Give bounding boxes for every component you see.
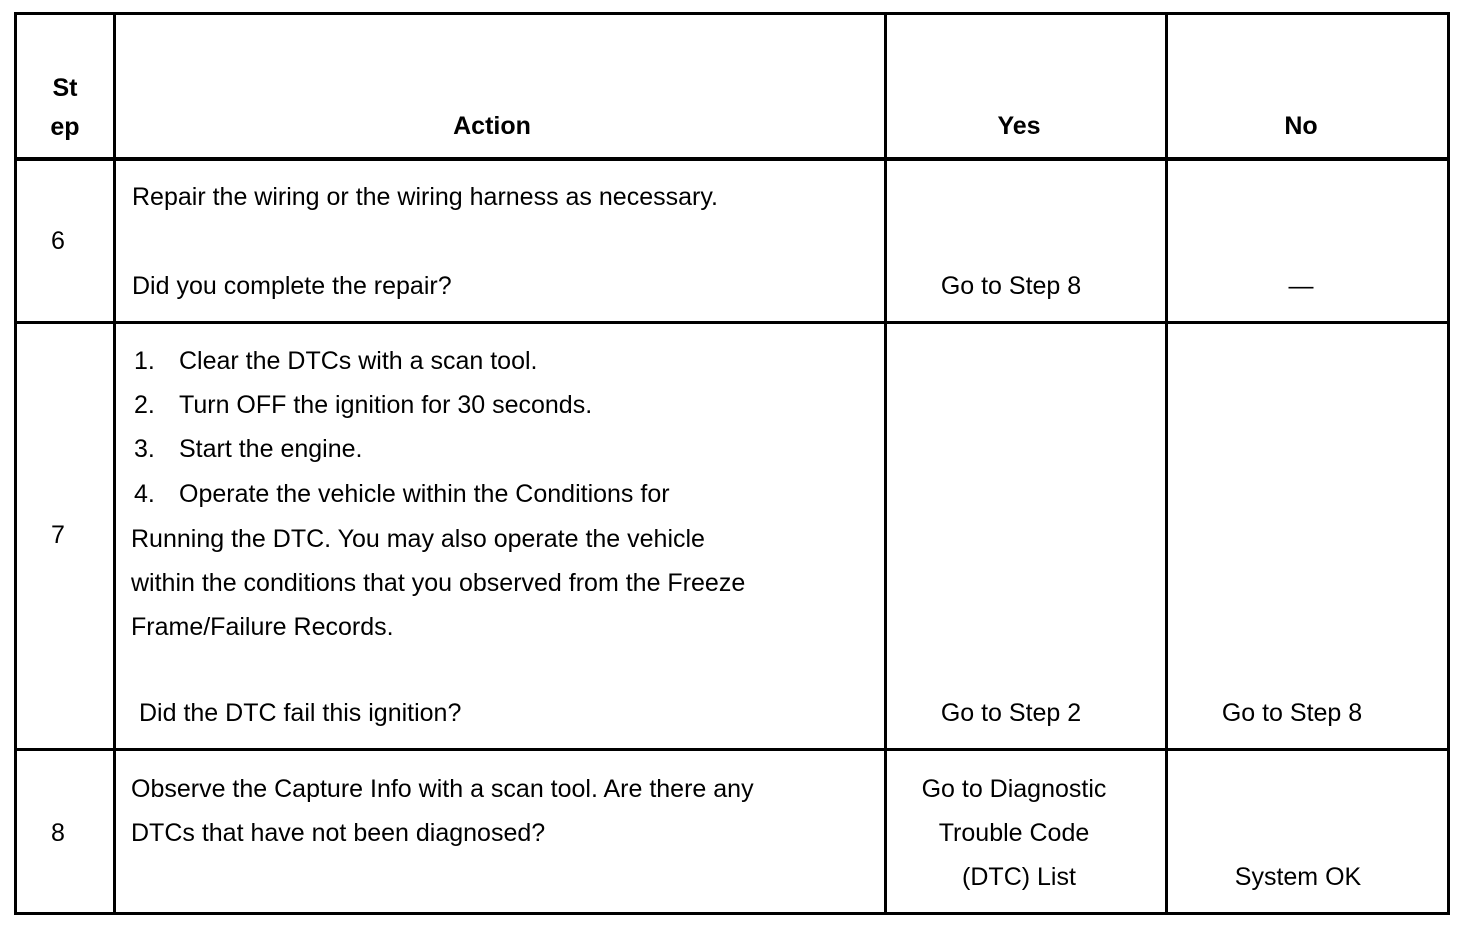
step-7-continuation-line-3: Frame/Failure Records. <box>131 613 394 641</box>
column-divider-yes-no <box>1165 12 1168 915</box>
step-7-no-result: Go to Step 8 <box>1221 699 1363 727</box>
table-border-top <box>14 12 1450 15</box>
table-border-bottom <box>14 912 1450 915</box>
step-8-action-line-1: Observe the Capture Info with a scan tool. Are there any <box>131 775 754 803</box>
header-step-line2: ep <box>50 113 80 141</box>
step-7-list-text-2: Turn OFF the ignition for 30 seconds. <box>179 391 593 419</box>
header-no: No <box>1284 112 1318 140</box>
step-7-list-number-3: 3. <box>134 435 155 463</box>
header-divider <box>14 157 1450 161</box>
step-7-list-text-1: Clear the DTCs with a scan tool. <box>179 347 538 375</box>
step-6-action-text: Repair the wiring or the wiring harness as necessary. <box>132 183 718 211</box>
column-divider-step-action <box>113 12 116 915</box>
step-7-continuation-line-2: within the conditions that you observed from the Freeze <box>131 569 746 597</box>
step-number-6: 6 <box>51 227 65 255</box>
step-6-question: Did you complete the repair? <box>132 272 452 300</box>
step-number-7: 7 <box>51 521 65 549</box>
header-yes: Yes <box>997 112 1041 140</box>
step-8-yes-line-3: (DTC) List <box>962 863 1076 891</box>
step-6-yes-result: Go to Step 8 <box>940 272 1082 300</box>
step-7-list-number-4: 4. <box>134 480 155 508</box>
step-7-yes-result: Go to Step 2 <box>940 699 1082 727</box>
table-border-right <box>1447 12 1450 915</box>
step-6-no-result: — <box>1288 272 1314 300</box>
step-number-8: 8 <box>51 819 65 847</box>
step-7-list-text-4: Operate the vehicle within the Conditions for <box>179 480 670 508</box>
step-8-action-line-2: DTCs that have not been diagnosed? <box>131 819 546 847</box>
step-7-list-number-1: 1. <box>134 347 155 375</box>
row-divider-6-7 <box>14 321 1450 324</box>
step-8-yes-line-2: Trouble Code <box>938 819 1090 847</box>
step-8-yes-line-1: Go to Diagnostic <box>921 775 1107 803</box>
step-7-list-text-3: Start the engine. <box>179 435 363 463</box>
step-7-list-number-2: 2. <box>134 391 155 419</box>
step-7-question: Did the DTC fail this ignition? <box>139 699 462 727</box>
row-divider-7-8 <box>14 748 1450 751</box>
header-step-line1: St <box>52 74 78 102</box>
table-border-left <box>14 12 17 915</box>
step-7-continuation-line-1: Running the DTC. You may also operate the vehicle <box>131 525 705 553</box>
header-action: Action <box>453 112 531 140</box>
step-8-no-result: System OK <box>1234 863 1362 891</box>
